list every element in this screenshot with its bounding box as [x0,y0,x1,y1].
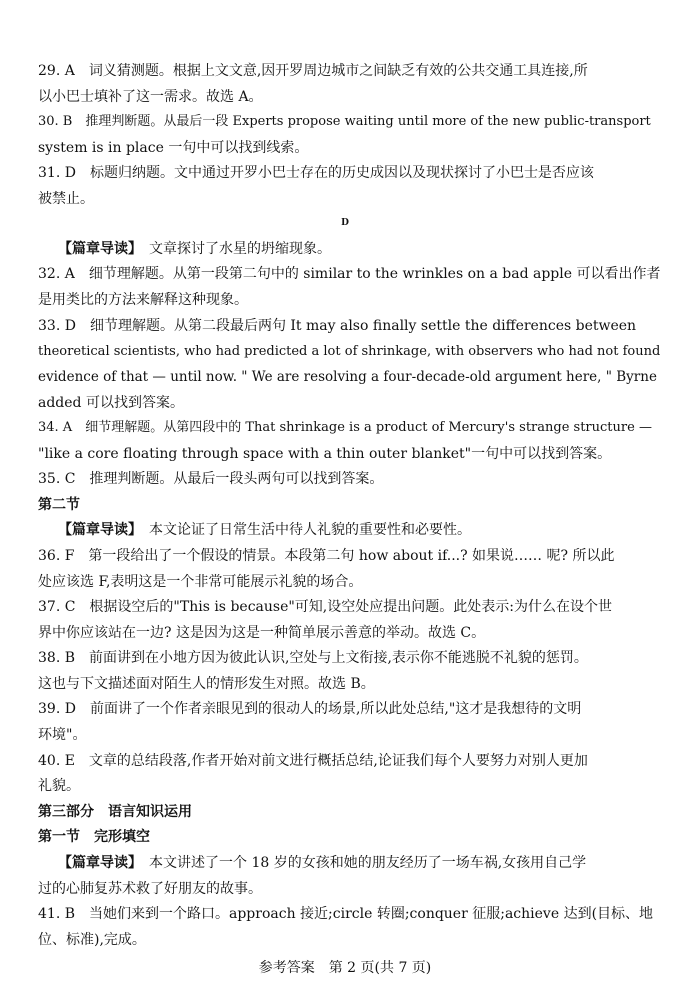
answer-29-line2: 以小巴士填补了这一需求。故选 A。 [38,89,263,105]
answer-30-line1: 30. B 推理判断题。从最后一段 Experts propose waiting until more of the new public-transport [38,114,651,129]
guide-text: 文章探讨了水星的坍缩现象。 [135,241,331,257]
guide-label: 【篇章导读】 [58,241,135,257]
answer-41-line2: 位、标准),完成。 [38,932,146,948]
answer-32-line1: 32. A 细节理解题。从第一段第二句中的 similar to the wrinkles on a bad apple 可以看出作者 [38,266,661,282]
answer-34-line2: "like a core floating through space with a thin outer blanket"一句中可以找到答案。 [38,446,612,462]
section-2-heading: 第二节 [38,497,80,513]
answer-40-line2: 礼貌。 [38,778,80,794]
answer-40-line1: 40. E 文章的总结段落,作者开始对前文进行概括总结,论证我们每个人要努力对别人更加 [38,753,588,769]
answer-36-line1: 36. F 第一段给出了一个假设的情景。本段第二句 how about if...? 如果说…… 呢? 所以此 [38,548,615,564]
guide-cloze-line2: 过的心肺复苏术救了好朋友的故事。 [38,881,262,897]
answer-36-line2: 处应该选 F,表明这是一个非常可能展示礼貌的场合。 [38,574,363,590]
guide-cloze [58,854,586,872]
guide-text: 本文论证了日常生活中待人礼貌的重要性和必要性。 [135,522,471,538]
answer-37-line2: 界中你应该站在一边? 这是因为这是一种简单展示善意的举动。故选 C。 [38,625,486,641]
answer-35-line1: 35. C 推理判断题。从最后一段头两句可以找到答案。 [38,471,384,487]
guide-label: 【篇章导读】 [58,855,135,871]
section-d-heading: D [341,218,349,228]
answer-33-line4: added 可以找到答案。 [38,395,184,411]
answer-31-line1: 31. D 标题归纳题。文中通过开罗小巴士存在的历史成因以及现状探讨了小巴士是否应该 [38,165,594,181]
part-3-heading: 第三部分 语言知识运用 [38,804,192,820]
cloze-heading: 第一节 完形填空 [38,829,150,845]
guide-text: 本文讲述了一个 18 岁的女孩和她的朋友经历了一场车祸,女孩用自己学 [135,855,587,871]
answer-39-line1: 39. D 前面讲了一个作者亲眼见到的很动人的场景,所以此处总结,"这才是我想待的文明 [38,701,582,717]
guide-label: 【篇章导读】 [58,522,135,538]
answer-30-line2: system is in place 一句中可以找到线索。 [38,140,309,156]
answer-39-line2: 环境"。 [38,727,87,743]
answer-32-line2: 是用类比的方法来解释这种现象。 [38,292,248,308]
answer-33-line1: 33. D 细节理解题。从第二段最后两句 It may also finally settle the differences between [38,318,637,334]
answer-38-line1: 38. B 前面讲到在小地方因为彼此认识,空处与上文衔接,表示你不能逃脱不礼貌的惩罚。 [38,650,588,666]
answer-34-line1: 34. A 细节理解题。从第四段中的 That shrinkage is a product of Mercury's strange structure — [38,420,652,435]
answer-33-line2: theoretical scientists, who had predicted a lot of shrinkage, with observers who had not found [38,344,661,359]
page-footer: 参考答案 第 2 页(共 7 页) [258,960,432,976]
answer-38-line2: 这也与下文描述面对陌生人的情形发生对照。故选 B。 [38,676,375,692]
answer-33-line3: evidence of that — until now. " We are resolving a four-decade-old argument here, " Byrne [38,369,657,385]
answer-37-line1: 37. C 根据设空后的"This is because"可知,设空处应提出问题。此处表示:为什么在设个世 [38,599,612,615]
answer-29-line1: 29. A 词义猜测题。根据上文文意,因开罗周边城市之间缺乏有效的公共交通工具连接,所 [38,63,588,79]
guide-d [58,240,331,258]
guide-section-2 [58,521,471,539]
answer-31-line2: 被禁止。 [38,191,94,207]
answer-41-line1: 41. B 当她们来到一个路口。approach 接近;circle 转圈;conquer 征服;achieve 达到(目标、地 [38,906,654,922]
